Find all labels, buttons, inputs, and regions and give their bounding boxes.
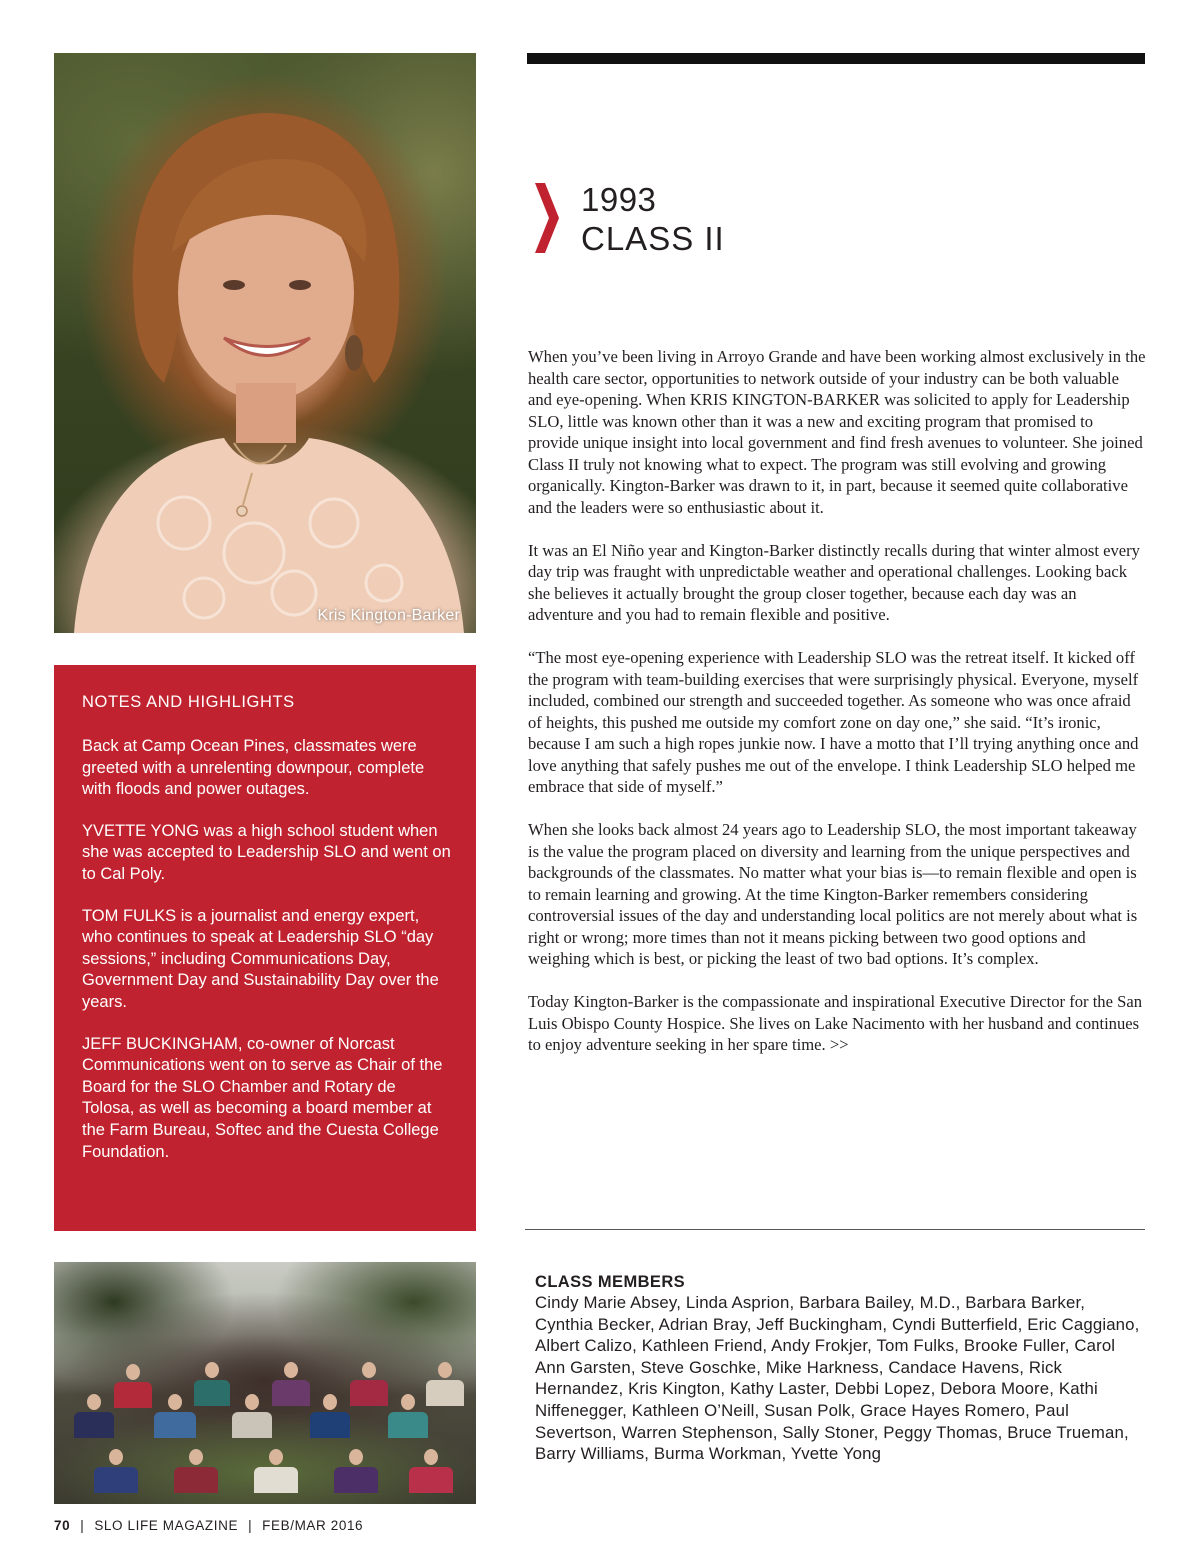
article-paragraph: “The most eye-opening experience with Leadership SLO was the retreat itself. It kicked off the program with team-building exercises that were surprisingly physical. Everyone, myself included, combined our strength and succeeded together. As someone who was once afraid of heights, this pushed me outside my comfort zone on day one,” she said. “It’s ironic, because I am such a high ropes junkie now. I have a motto that I’ll trying anything once and love anything that safely pushes me out of the envelope. I think Leadership SLO helped me embrace that side of myself.” <box>528 648 1139 796</box>
portrait-illustration <box>54 53 476 633</box>
note-paragraph: JEFF BUCKINGHAM, co-owner of Norcast Communications went on to serve as Chair of the Board for the SLO Chamber and Rotary de Tolosa, as well as becoming a board member at the Farm Bureau, Softec and the Cuesta College Foundation. <box>82 1034 443 1161</box>
portrait-caption: Kris Kington-Barker <box>317 607 460 624</box>
notes-and-highlights-box <box>54 665 476 1231</box>
class-members-heading: CLASS MEMBERS <box>535 1273 686 1291</box>
section-divider <box>525 1229 1145 1230</box>
footer-separator: | <box>80 1518 85 1533</box>
article-paragraph: It was an El Niño year and Kington-Barker distinctly recalls during that winter almost every day trip was fraught with unpredictable weather and operational challenges. Looking back she believes it actually brought the group closer together, because each day was an adventure and you had to remain flexible and positive. <box>528 540 1140 624</box>
chevron-right-icon <box>535 183 559 253</box>
note-paragraph: TOM FULKS is a journalist and energy expert, who continues to speak at Leadership SLO “day sessions,” including Communications Day, Government Day and Sustainability Day over the years. <box>82 906 439 1011</box>
publication-name: SLO LIFE MAGAZINE <box>94 1518 239 1533</box>
notes-heading: NOTES AND HIGHLIGHTS <box>82 693 295 711</box>
class-title: CLASS II <box>581 220 725 257</box>
page-number: 70 <box>54 1518 71 1533</box>
footer-separator: | <box>248 1518 253 1533</box>
page-footer <box>54 1518 363 1533</box>
article-paragraph: When you’ve been living in Arroyo Grande and have been working almost exclusively in the health care sector, opportunities to network outside of your industry can be both valuable and eye-opening. When KRIS KINGTON-BARKER was solicited to apply for Leadership SLO, little was known other than it was a new and exciting program that promised to provide unique insight into local government and find fresh avenues to volunteer. She joined Class II truly not knowing what to expect. The program was still evolving and growing organically. Kington-Barker was drawn to it, in part, because it seemed quite collaborative and the leaders were so enthusiastic about it. <box>528 347 1146 517</box>
note-paragraph: Back at Camp Ocean Pines, classmates were greeted with a unrelenting downpour, complete with floods and power outages. <box>82 737 425 799</box>
note-paragraph: YVETTE YONG was a high school student when she was accepted to Leadership SLO and went on to Cal Poly. <box>82 821 451 883</box>
article-paragraph: When she looks back almost 24 years ago to Leadership SLO, the most important takeaway is the value the program placed on diversity and learning from the unique perspectives and backgrounds of the classmates. No matter what your bias is—to remain flexible and open is to remain learning and growing. At the time Kington-Barker remembers considering controversial issues of the day and understanding local politics are not merely about what is right or wrong; more times than not it means picking between two good options and weighing which is best, or picking the least of two bad options. It’s complex. <box>528 820 1138 968</box>
class-members-list: Cindy Marie Absey, Linda Asprion, Barbara Bailey, M.D., Barbara Barker, Cynthia Becker, Adrian Bray, Jeff Buckingham, Cyndi Butterfield, Eric Caggiano, Albert Calizo, Kathleen Friend, Andy Frokjer, Tom Fulks, Brooke Fuller, Carol Ann Garsten, Steve Goschke, Mike Harkness, Candace Havens, Rick Hernandez, Kris Kington, Kathy Laster, Debbi Lopez, Debora Moore, Kathi Niffenegger, Kathleen O’Neill, Susan Polk, Grace Hayes Romero, Paul Severtson, Warren Stephenson, Sally Stoner, Peggy Thomas, Bruce Trueman, Barry Williams, Burma Workman, Yvette Yong <box>535 1293 1140 1464</box>
class-members-section <box>535 1273 1145 1465</box>
issue-date: FEB/MAR 2016 <box>262 1518 364 1533</box>
article-body <box>528 346 1146 1077</box>
portrait-photo <box>54 53 476 633</box>
top-rule <box>527 53 1145 64</box>
article-paragraph: Today Kington-Barker is the compassionate and inspirational Executive Director for the San Luis Obispo County Hospice. She lives on Lake Nacimento with her husband and continues to enjoy adventure seeking in her spare time. >> <box>528 992 1143 1054</box>
class-group-photo <box>54 1262 476 1504</box>
class-year: 1993 <box>581 181 657 218</box>
